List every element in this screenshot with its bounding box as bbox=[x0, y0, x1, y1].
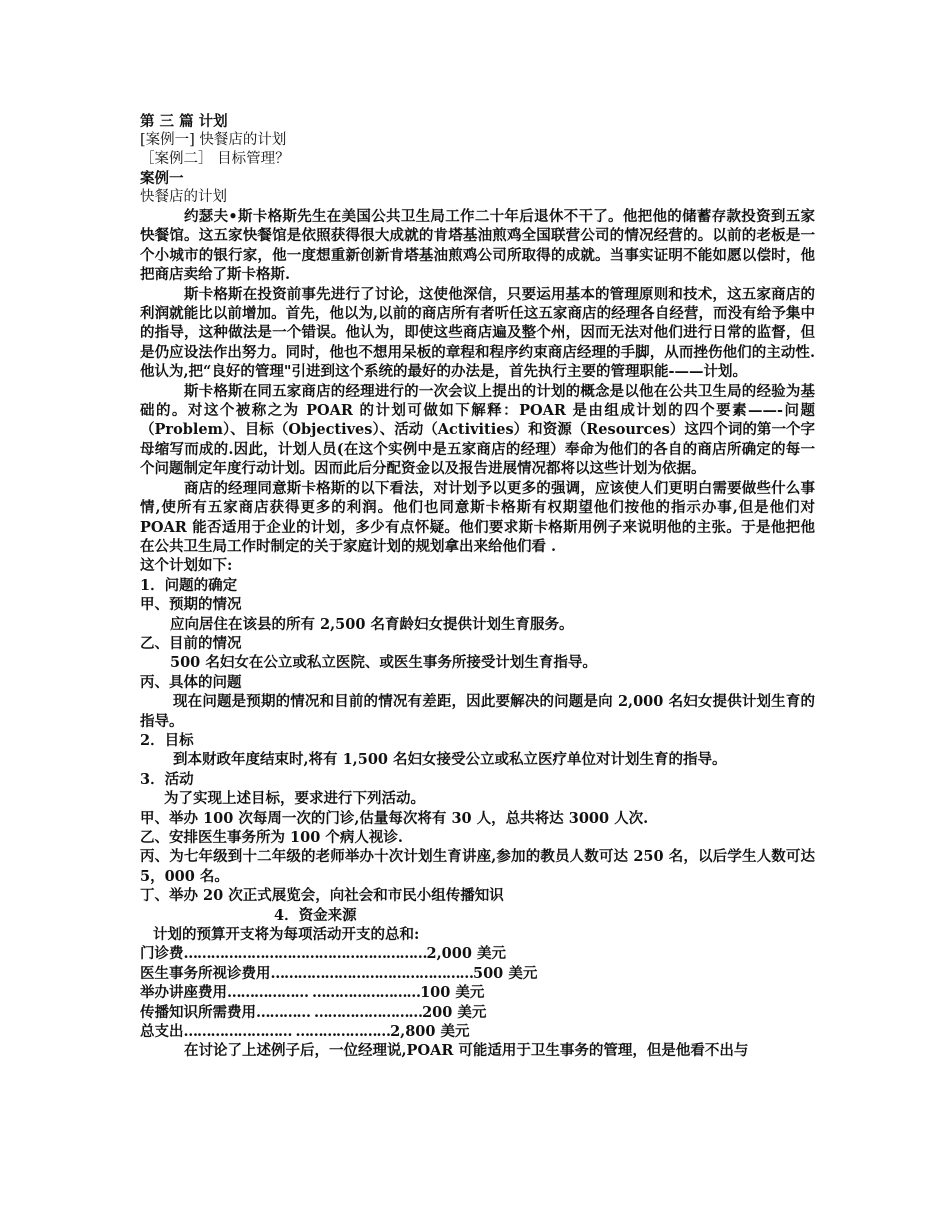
cost-leader: ……………………………………… bbox=[270, 964, 473, 982]
paragraph-1: 约瑟夫•斯卡格斯先生在美国公共卫生局工作二十年后退休不干了。他把他的储蓄存款投资到五家快餐馆。这五家快餐馆是依照获得很大成就的肯塔基油煎鸡全国联营公司的情况经营的。以前的老板是一个小城市的银行家，他一度想重新创新肯塔基油煎鸡公司所取得的成就。当事实证明不能如愿以偿时，他把商店卖给了斯卡格斯. bbox=[140, 208, 815, 284]
section-1-a-title: 甲、预期的情况 bbox=[140, 596, 242, 614]
cost-amount: 100 美元 bbox=[420, 984, 485, 1002]
section-3-title: 3．活动 bbox=[140, 770, 194, 788]
section-3-item-c: 丙、为七年级到十二年级的老师举办十次计划生育讲座,参加的教员人数可达 250 名，以后学生人数可达 5，000 名。 bbox=[140, 848, 815, 885]
section-1-b-text: 500 名妇女在公立或私立医院、或医生事务所接受计划生育指导。 bbox=[170, 654, 597, 672]
section-4-intro: 计划的预算开支将为每项活动开支的总和: bbox=[153, 926, 420, 944]
toc-case-2: ［案例二］ 目标管理？ bbox=[140, 151, 290, 167]
section-3-item-d: 丁、举办 20 次正式展览会，向社会和市民小组传播知识 bbox=[140, 887, 504, 905]
cost-leader: ……………………………………………… bbox=[183, 945, 427, 963]
section-1-a-text: 应向居住在该县的所有 2,500 名育龄妇女提供计划生育服务。 bbox=[170, 615, 574, 633]
cost-row bbox=[140, 964, 815, 983]
paragraph-3: 斯卡格斯在同五家商店的经理进行的一次会议上提出的计划的概念是以他在公共卫生局的经验为基础的。对这个被称之为 POAR 的计划可做如下解释：POAR 是由组成计划的四个要素——-问题（Problem）、目标（Objectives）、活动（Activities）和资源（Resources）这四个词的第一个字母缩写而成的.因此，计划人员(在这个实例中是五家商店的经理）奉命为他们的各自的商店所确定的每一个问题制定年度行动计划。因而此后分配资金以及报告进展情况都将以这些计划为依据。 bbox=[140, 382, 815, 478]
cost-item: 举办讲座费用 bbox=[140, 984, 227, 1002]
plan-intro: 这个计划如下: bbox=[140, 557, 233, 575]
cost-leader: ………… …………………… bbox=[256, 1003, 423, 1021]
case-1-subtitle: 快餐店的计划 bbox=[140, 189, 227, 205]
section-3-item-a: 甲、举办 100 次每周一次的门诊,估量每次将有 30 人，总共将达 3000 人次. bbox=[140, 809, 649, 827]
cost-item: 总支出 bbox=[140, 1023, 184, 1041]
section-2-text: 到本财政年度结束时,将有 1,500 名妇女接受公立或私立医疗单位对计划生育的指导。 bbox=[173, 751, 727, 769]
cost-amount: 200 美元 bbox=[422, 1003, 487, 1021]
cost-leader: …………………… ………………… bbox=[183, 1023, 391, 1041]
cost-amount: 2,800 美元 bbox=[390, 1023, 470, 1041]
section-1-title: 1．问题的确定 bbox=[140, 576, 238, 594]
toc-case-1: [案例一] 快餐店的计划 bbox=[140, 132, 287, 148]
cost-row bbox=[140, 983, 815, 1002]
cost-item: 传播知识所需费用 bbox=[140, 1003, 256, 1021]
section-2-title: 2．目标 bbox=[140, 731, 194, 749]
section-3-item-b: 乙、安排医生事务所为 100 个病人视诊. bbox=[140, 829, 403, 846]
cost-amount: 2,000 美元 bbox=[426, 945, 506, 963]
case-1-heading: 案例一 bbox=[140, 170, 184, 187]
cost-item: 门诊费 bbox=[140, 945, 184, 963]
document-page bbox=[140, 112, 815, 1061]
section-4-title: 4．资金来源 bbox=[274, 906, 357, 924]
cost-item: 医生事务所视诊费用 bbox=[140, 964, 271, 982]
cost-amount: 500 美元 bbox=[473, 964, 538, 982]
cost-leader: ……………… …………………… bbox=[227, 984, 421, 1002]
closing-paragraph: 在讨论了上述例子后，一位经理说,POAR 可能适用于卫生事务的管理，但是他看不出与 bbox=[184, 1042, 749, 1060]
section-1-c-text: 现在问题是预期的情况和目前的情况有差距，因此要解决的问题是向 2,000 名妇女提供计划生育的指导。 bbox=[140, 693, 815, 730]
cost-row bbox=[140, 1003, 815, 1022]
section-3-intro: 为了实现上述目标，要求进行下列活动。 bbox=[164, 790, 425, 808]
paragraph-2: 斯卡格斯在投资前事先进行了讨论，这使他深信，只要运用基本的管理原则和技术，这五家商店的利润就能比以前增加。首先，他以为,以前的商店所有者听任这五家商店的经理各自经营，而没有给予集中的指导，这种做法是一个错误。他认为，即使这些商店遍及整个州，因而无法对他们进行日常的监督，但是仍应设法作出努力。同时，他也不想用呆板的章程和程序约束商店经理的手脚，从而挫伤他们的主动性.他认为,把“良好的管理"引进到这个系统的最好的办法是，首先执行主要的管理职能-——计划。 bbox=[140, 285, 815, 381]
cost-row bbox=[140, 1022, 815, 1041]
section-1-b-title: 乙、目前的情况 bbox=[140, 634, 242, 652]
section-1-c-title: 丙、具体的问题 bbox=[140, 673, 242, 691]
paragraph-4: 商店的经理同意斯卡格斯的以下看法，对计划予以更多的强调，应该使人们更明白需要做些什么事情,使所有五家商店获得更多的利润。他们也同意斯卡格斯有权期望他们按他的指示办事,但是他们对 POAR 能否适用于企业的计划，多少有点怀疑。他们要求斯卡格斯用例子来说明他的主张。于是他把他在公共卫生局工作时制定的关于家庭计划的规划拿出来给他们看 . bbox=[140, 479, 815, 555]
cost-table bbox=[140, 944, 815, 1041]
cost-row bbox=[140, 944, 815, 963]
part-title: 第 三 篇 计划 bbox=[140, 113, 228, 130]
